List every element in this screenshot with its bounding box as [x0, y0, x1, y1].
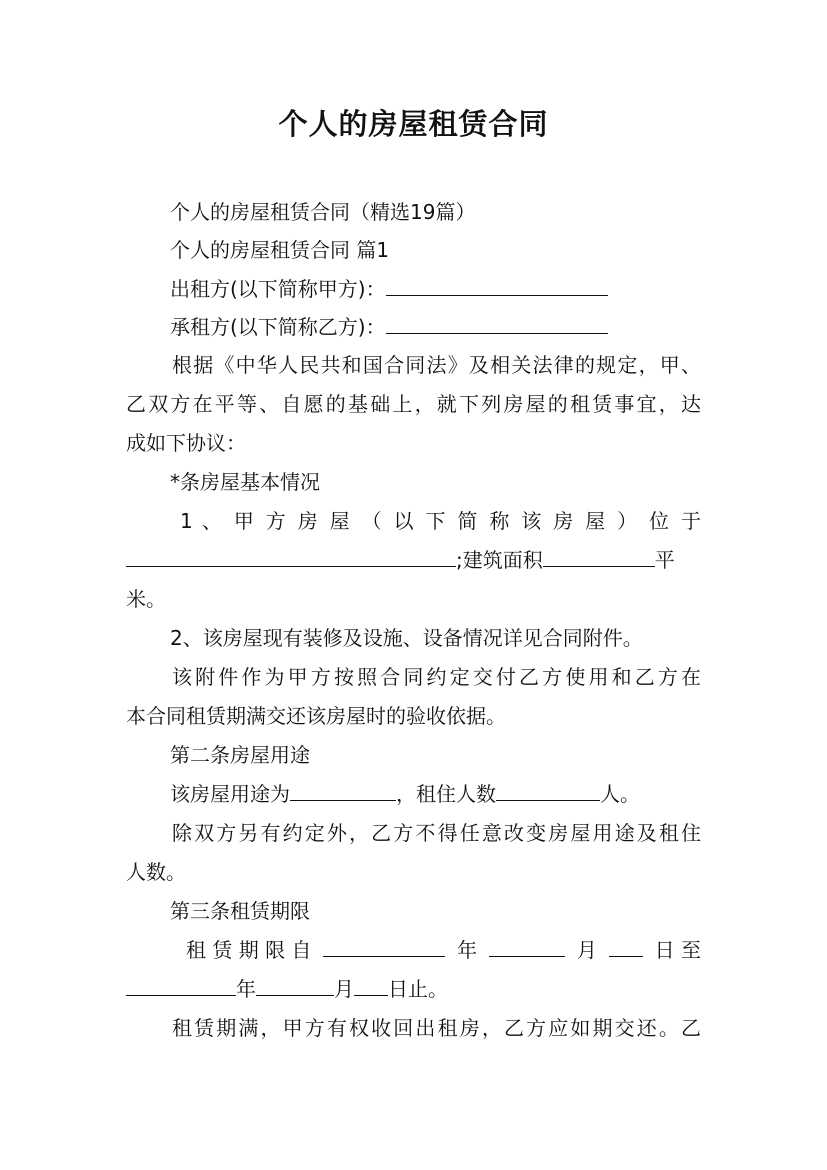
start-day-blank [609, 936, 643, 957]
area-blank [543, 546, 655, 567]
term-line [186, 936, 701, 964]
subtitle-line: 个人的房屋租赁合同（精选19篇） [170, 200, 476, 224]
start-month-blank [489, 936, 565, 957]
end-year-blank [126, 975, 236, 996]
paragraph-line: 本合同租赁期满交还该房屋时的验收依据。 [126, 704, 506, 728]
lessor-label: 出租方(以下简称甲方)： [170, 277, 386, 301]
paragraph-line: 除双方另有约定外，乙方不得任意改变房屋用途及租住 [172, 821, 701, 845]
usage-line [170, 780, 640, 808]
occupants-unit: 人。 [600, 782, 640, 806]
end-day-blank [354, 975, 388, 996]
paragraph-line: 米。 [126, 587, 166, 611]
end-day-label: 日止。 [388, 977, 448, 1001]
paragraph-line: 乙双方在平等、自愿的基础上，就下列房屋的租赁事宜，达 [126, 392, 701, 416]
lessee-line [170, 313, 608, 341]
paragraph-line: 根据《中华人民共和国合同法》及相关法律的规定，甲、 [172, 353, 701, 377]
paragraph-line: 租赁期满，甲方有权收回出租房，乙方应如期交还。乙 [172, 1016, 701, 1040]
day-to-label: 日 至 [654, 938, 701, 962]
start-year-blank [323, 936, 445, 957]
paragraph-line: 该附件作为甲方按照合同约定交付乙方使用和乙方在 [172, 665, 701, 689]
area-unit: 平 [654, 548, 675, 572]
end-month-label: 月 [334, 977, 354, 1001]
document-title: 个人的房屋租赁合同 [278, 107, 549, 141]
end-year-label: 年 [236, 977, 256, 1001]
paragraph-line: 人数。 [126, 860, 186, 884]
location-blank [126, 546, 456, 567]
term-label: 租 赁 期 限 自 [186, 938, 312, 962]
lessee-label: 承租方(以下简称乙方)： [170, 315, 386, 339]
term-end-line [126, 975, 448, 1003]
paragraph-line: 1 、 甲 方 房 屋 （ 以 下 简 称 该 房 屋 ） 位 于 [180, 509, 701, 533]
month-label: 月 [576, 938, 597, 962]
article-heading-2: 第二条房屋用途 [170, 743, 310, 767]
lessor-blank [386, 275, 608, 296]
usage-blank [290, 780, 396, 801]
area-label: ;建筑面积 [456, 548, 543, 572]
paragraph-line: 2、该房屋现有装修及设施、设备情况详见合同附件。 [170, 626, 643, 650]
occupants-blank [496, 780, 600, 801]
lessee-blank [386, 313, 608, 334]
article-heading-1: *条房屋基本情况 [170, 470, 320, 494]
end-month-blank [256, 975, 334, 996]
paragraph-line: 成如下协议： [126, 431, 246, 455]
article-heading-3: 第三条租赁期限 [170, 899, 310, 923]
lessor-line [170, 275, 608, 303]
occupants-label: ，租住人数 [396, 782, 496, 806]
area-line [126, 546, 701, 574]
section-heading-1: 个人的房屋租赁合同 篇1 [170, 238, 390, 262]
usage-label: 该房屋用途为 [170, 782, 290, 806]
year-label: 年 [457, 938, 478, 962]
